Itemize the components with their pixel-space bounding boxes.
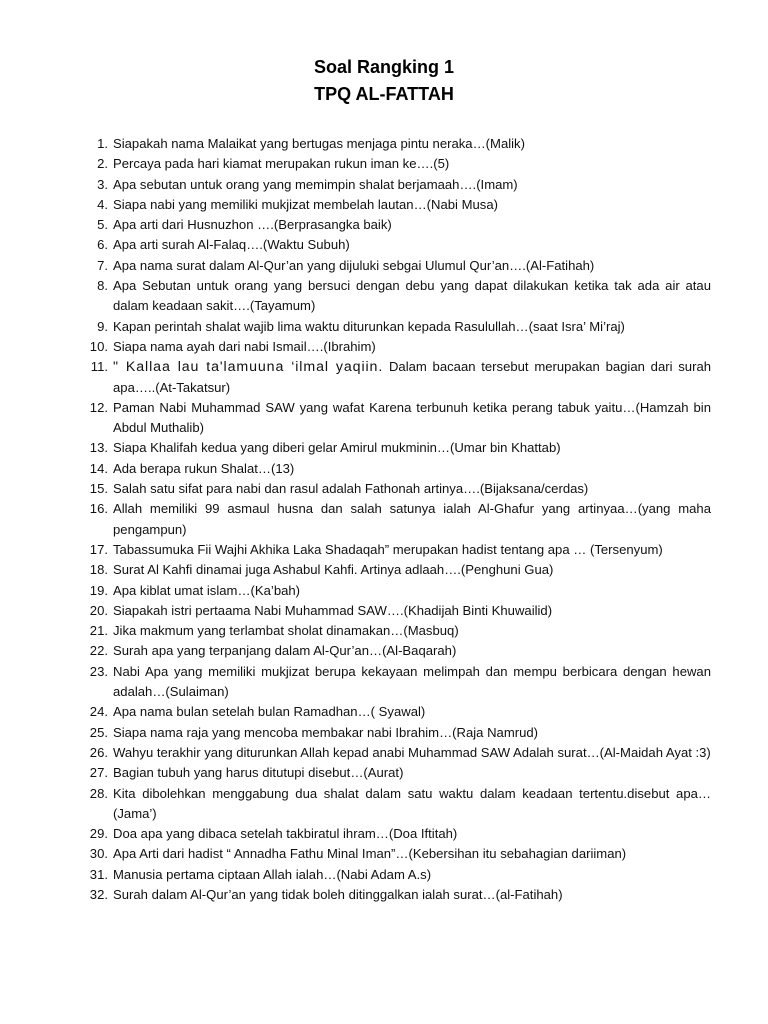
question-item-3 — [0, 175, 768, 195]
question-text: Salah satu sifat para nabi dan rasul adalah Fathonah artinya….(Bijaksana/cerdas) — [113, 481, 589, 497]
question-text: Ada berapa rukun Shalat…(13) — [113, 460, 295, 476]
question-text: Paman Nabi Muhammad SAW yang wafat Karena terbunuh ketika perang tabuk yaitu…(Hamzah bin Abdul Muthalib) — [113, 399, 711, 436]
question-item-18 — [0, 560, 768, 580]
transliteration-text: " Kallaa lau ta'lamuuna ‘ilmal yaqiin. — [113, 359, 384, 376]
question-item-6 — [0, 235, 768, 255]
question-list — [0, 134, 768, 905]
question-number: 4. — [97, 196, 108, 212]
question-item-29 — [0, 824, 768, 844]
question-text: Kita dibolehkan menggabung dua shalat dalam satu waktu dalam keadaan tertentu.disebut apa…(Jama’) — [113, 785, 711, 821]
question-item-25 — [0, 723, 768, 743]
question-number: 15. — [89, 481, 108, 497]
question-text: Apa Sebutan untuk orang yang bersuci dengan debu yang dapat dilakukan ketika tak ada air atau dalam keadaan sakit….(Tayamum) — [113, 278, 711, 314]
question-text: Manusia pertama ciptaan Allah ialah…(Nabi Adam A.s) — [113, 866, 432, 882]
question-text: Apa sebutan untuk orang yang memimpin shalat berjamaah….(Imam) — [113, 176, 518, 192]
question-text: Bagian tubuh yang harus ditutupi disebut…(Aurat) — [113, 765, 404, 781]
question-item-4 — [0, 195, 768, 215]
question-item-15 — [0, 479, 768, 499]
question-number: 22. — [89, 643, 108, 659]
question-item-11 — [0, 357, 768, 398]
question-text: Apa kiblat umat islam…(Ka’bah) — [113, 582, 301, 598]
question-number: 11. — [90, 359, 108, 375]
question-number: 25. — [89, 724, 108, 740]
question-item-22 — [0, 641, 768, 661]
question-item-19 — [0, 581, 768, 601]
question-number: 27. — [89, 765, 108, 781]
question-number: 9. — [97, 318, 108, 334]
question-text: Siapa nabi yang memiliki mukjizat membelah lautan…(Nabi Musa) — [113, 196, 498, 212]
question-number: 31. — [89, 866, 108, 882]
question-number: 13. — [89, 440, 108, 456]
question-item-20 — [0, 601, 768, 621]
question-number: 21. — [89, 623, 108, 639]
question-number: 8. — [97, 278, 108, 294]
question-item-12 — [0, 398, 768, 439]
question-item-30 — [0, 844, 768, 864]
question-item-9 — [0, 317, 768, 337]
question-text: Apa nama surat dalam Al-Qur’an yang dijuluki sebgai Ulumul Qur’an….(Al-Fatihah) — [113, 257, 595, 273]
question-item-5 — [0, 215, 768, 235]
question-item-23 — [0, 662, 768, 703]
question-number: 16. — [89, 501, 108, 517]
question-number: 3. — [97, 176, 108, 192]
question-number: 14. — [89, 460, 108, 476]
question-item-13 — [0, 438, 768, 458]
question-number: 5. — [97, 217, 108, 233]
question-number: 17. — [89, 541, 108, 557]
question-text: Apa nama bulan setelah bulan Ramadhan…( Syawal) — [113, 704, 426, 720]
question-number: 28. — [89, 785, 108, 801]
question-item-32 — [0, 885, 768, 905]
question-text: Kapan perintah shalat wajib lima waktu diturunkan kepada Rasulullah…(saat Isra’ Mi’raj) — [113, 318, 625, 334]
question-number: 24. — [89, 704, 108, 720]
question-text: Jika makmum yang terlambat sholat dinamakan…(Masbuq) — [113, 623, 459, 639]
question-item-27 — [0, 763, 768, 783]
question-text: Dalam bacaan tersebut merupakan bagian dari surah apa…..(At-Takatsur) — [113, 359, 712, 395]
document-title: Soal Rangking 1 — [313, 57, 455, 77]
question-number: 30. — [89, 846, 108, 862]
question-number: 19. — [89, 582, 108, 598]
question-text: Nabi Apa yang memiliki mukjizat berupa kekayaan melimpah dan mempu berbicara dengan hewan adalah…(Sulaiman) — [113, 663, 711, 700]
question-text: Siapa nama raja yang mencoba membakar nabi Ibrahim…(Raja Namrud) — [113, 724, 539, 740]
question-text: Allah memiliki 99 asmaul husna dan salah satunya ialah Al-Ghafur yang artinyaa…(yang maha pengampun) — [113, 501, 711, 537]
document-subtitle: TPQ AL-FATTAH — [314, 84, 454, 104]
question-item-28 — [0, 784, 768, 825]
question-text: Siapakah nama Malaikat yang bertugas menjaga pintu neraka…(Malik) — [113, 136, 525, 151]
question-item-8 — [0, 276, 768, 317]
question-number: 32. — [89, 886, 108, 902]
question-item-10 — [0, 337, 768, 357]
question-item-26 — [0, 743, 768, 763]
question-text: Surah dalam Al-Qur’an yang tidak boleh ditinggalkan ialah surat…(al-Fatihah) — [113, 886, 563, 902]
question-item-1 — [0, 134, 768, 154]
question-text: Apa arti surah Al-Falaq….(Waktu Subuh) — [113, 237, 350, 253]
question-item-31 — [0, 865, 768, 885]
question-item-21 — [0, 621, 768, 641]
question-text: Percaya pada hari kiamat merupakan rukun iman ke….(5) — [113, 156, 450, 172]
question-text-wrapper — [113, 357, 711, 398]
question-text: Apa Arti dari hadist “ Annadha Fathu Minal Iman”…(Kebersihan itu sebahagian dariiman) — [113, 846, 627, 862]
question-number: 20. — [89, 602, 108, 618]
question-text: Wahyu terakhir yang diturunkan Allah kepad anabi Muhammad SAW Adalah surat…(Al-Maidah Ayat :3) — [113, 744, 711, 760]
question-number: 7. — [97, 257, 108, 273]
question-text: Surat Al Kahfi dinamai juga Ashabul Kahfi. Artinya adlaah….(Penghuni Gua) — [113, 562, 554, 578]
question-number: 1. — [97, 136, 108, 151]
question-number: 6. — [97, 237, 108, 253]
question-item-14 — [0, 459, 768, 479]
question-text: Apa arti dari Husnuzhon ….(Berprasangka baik) — [113, 217, 392, 233]
question-number: 12. — [89, 399, 108, 415]
question-text: Siapa Khalifah kedua yang diberi gelar Amirul mukminin…(Umar bin Khattab) — [113, 440, 561, 456]
question-number: 29. — [89, 826, 108, 842]
question-item-17 — [0, 540, 768, 560]
question-item-7 — [0, 256, 768, 276]
question-number: 18. — [89, 562, 108, 578]
question-item-2 — [0, 154, 768, 174]
question-item-16 — [0, 499, 768, 540]
question-text: Siapakah istri pertaama Nabi Muhammad SAW….(Khadijah Binti Khuwailid) — [113, 602, 553, 618]
question-number: 10. — [89, 338, 108, 354]
question-number: 2. — [97, 156, 108, 172]
question-number: 26. — [89, 744, 108, 760]
question-text: Siapa nama ayah dari nabi Ismail….(Ibrahim) — [113, 338, 376, 354]
question-text: Tabassumuka Fii Wajhi Akhika Laka Shadaqah” merupakan hadist tentang apa … (Tersenyum) — [113, 541, 663, 557]
question-text: Surah apa yang terpanjang dalam Al-Qur’an…(Al-Baqarah) — [113, 643, 457, 659]
question-text: Doa apa yang dibaca setelah takbiratul ihram…(Doa Iftitah) — [113, 826, 458, 842]
question-item-24 — [0, 702, 768, 722]
question-number: 23. — [89, 663, 108, 679]
